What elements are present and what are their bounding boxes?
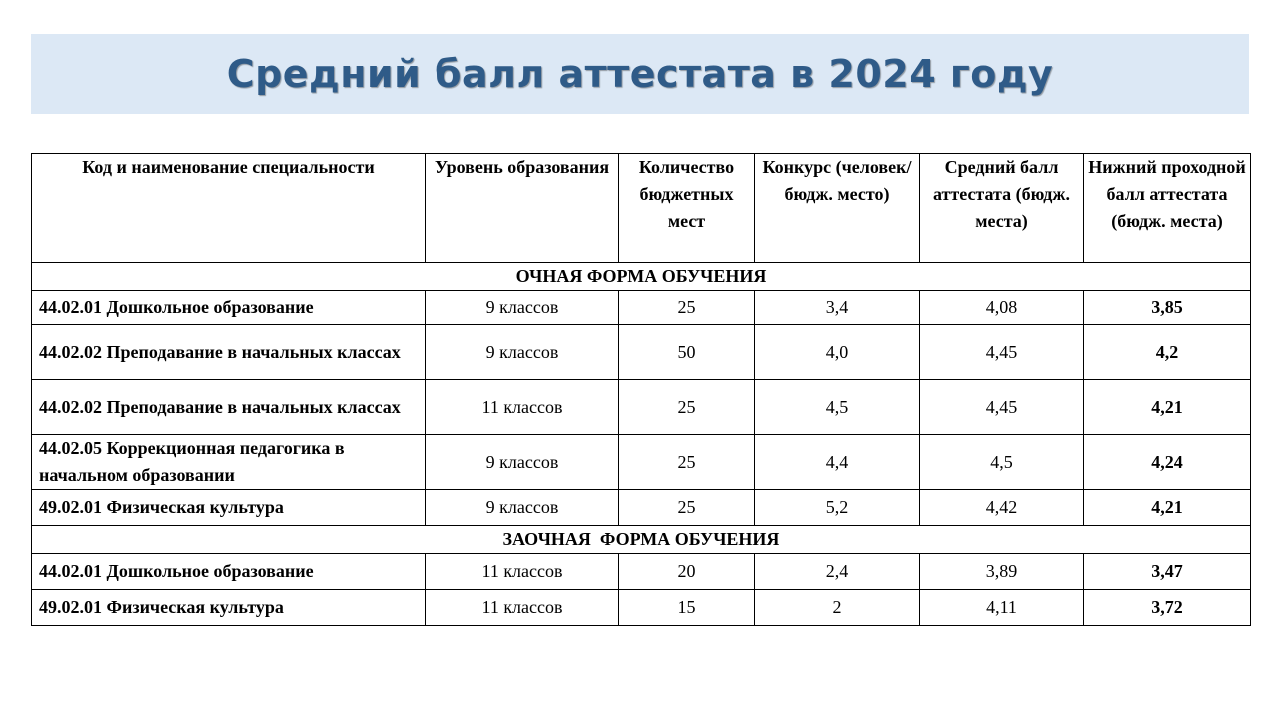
cell-level: 9 классов (426, 291, 619, 325)
section-title: ОЧНАЯ ФОРМА ОБУЧЕНИЯ (32, 263, 1251, 291)
col-header-specialty: Код и наименование специальности (32, 154, 426, 263)
cell-level: 11 классов (426, 590, 619, 626)
cell-level: 11 классов (426, 554, 619, 590)
cell-min-score: 4,2 (1084, 325, 1251, 380)
cell-competition: 2,4 (755, 554, 920, 590)
cell-places: 25 (619, 490, 755, 526)
cell-places: 25 (619, 291, 755, 325)
cell-level: 11 классов (426, 380, 619, 435)
cell-specialty: 44.02.05 Коррекционная педагогика в начальном образовании (32, 435, 426, 490)
cell-min-score: 4,21 (1084, 380, 1251, 435)
title-banner (31, 34, 1249, 114)
table-row (32, 490, 1251, 526)
page-title: Средний балл аттестата в 2024 году (226, 52, 1054, 96)
table-row (32, 554, 1251, 590)
table-row (32, 325, 1251, 380)
section-row-parttime (32, 526, 1251, 554)
cell-avg-score: 4,5 (920, 435, 1084, 490)
cell-avg-score: 4,11 (920, 590, 1084, 626)
cell-places: 50 (619, 325, 755, 380)
cell-avg-score: 4,42 (920, 490, 1084, 526)
cell-level: 9 классов (426, 325, 619, 380)
cell-level: 9 классов (426, 490, 619, 526)
table-row (32, 590, 1251, 626)
col-header-places: Количество бюджетных мест (619, 154, 755, 263)
cell-avg-score: 3,89 (920, 554, 1084, 590)
cell-competition: 4,5 (755, 380, 920, 435)
cell-places: 25 (619, 380, 755, 435)
col-header-avg-score: Средний балл аттестата (бюдж. места) (920, 154, 1084, 263)
cell-avg-score: 4,45 (920, 380, 1084, 435)
cell-specialty: 44.02.01 Дошкольное образование (32, 554, 426, 590)
section-row-fulltime (32, 263, 1251, 291)
cell-min-score: 3,47 (1084, 554, 1251, 590)
cell-level: 9 классов (426, 435, 619, 490)
cell-specialty: 44.02.02 Преподавание в начальных классах (32, 325, 426, 380)
cell-competition: 3,4 (755, 291, 920, 325)
cell-specialty: 44.02.02 Преподавание в начальных классах (32, 380, 426, 435)
cell-places: 25 (619, 435, 755, 490)
cell-specialty: 49.02.01 Физическая культура (32, 590, 426, 626)
admission-table (31, 153, 1251, 626)
cell-min-score: 3,72 (1084, 590, 1251, 626)
cell-specialty: 49.02.01 Физическая культура (32, 490, 426, 526)
col-header-competition: Конкурс (человек/ бюдж. место) (755, 154, 920, 263)
col-header-level: Уровень образования (426, 154, 619, 263)
cell-competition: 4,0 (755, 325, 920, 380)
cell-avg-score: 4,08 (920, 291, 1084, 325)
cell-competition: 2 (755, 590, 920, 626)
cell-specialty: 44.02.01 Дошкольное образование (32, 291, 426, 325)
cell-competition: 4,4 (755, 435, 920, 490)
table-row (32, 380, 1251, 435)
cell-min-score: 4,21 (1084, 490, 1251, 526)
cell-places: 15 (619, 590, 755, 626)
table-row (32, 435, 1251, 490)
cell-min-score: 3,85 (1084, 291, 1251, 325)
col-header-min-score: Нижний проходной балл аттестата (бюдж. места) (1084, 154, 1251, 263)
section-title: ЗАОЧНАЯ ФОРМА ОБУЧЕНИЯ (32, 526, 1251, 554)
cell-min-score: 4,24 (1084, 435, 1251, 490)
cell-places: 20 (619, 554, 755, 590)
header-row (32, 154, 1251, 263)
table-row (32, 291, 1251, 325)
cell-avg-score: 4,45 (920, 325, 1084, 380)
cell-competition: 5,2 (755, 490, 920, 526)
